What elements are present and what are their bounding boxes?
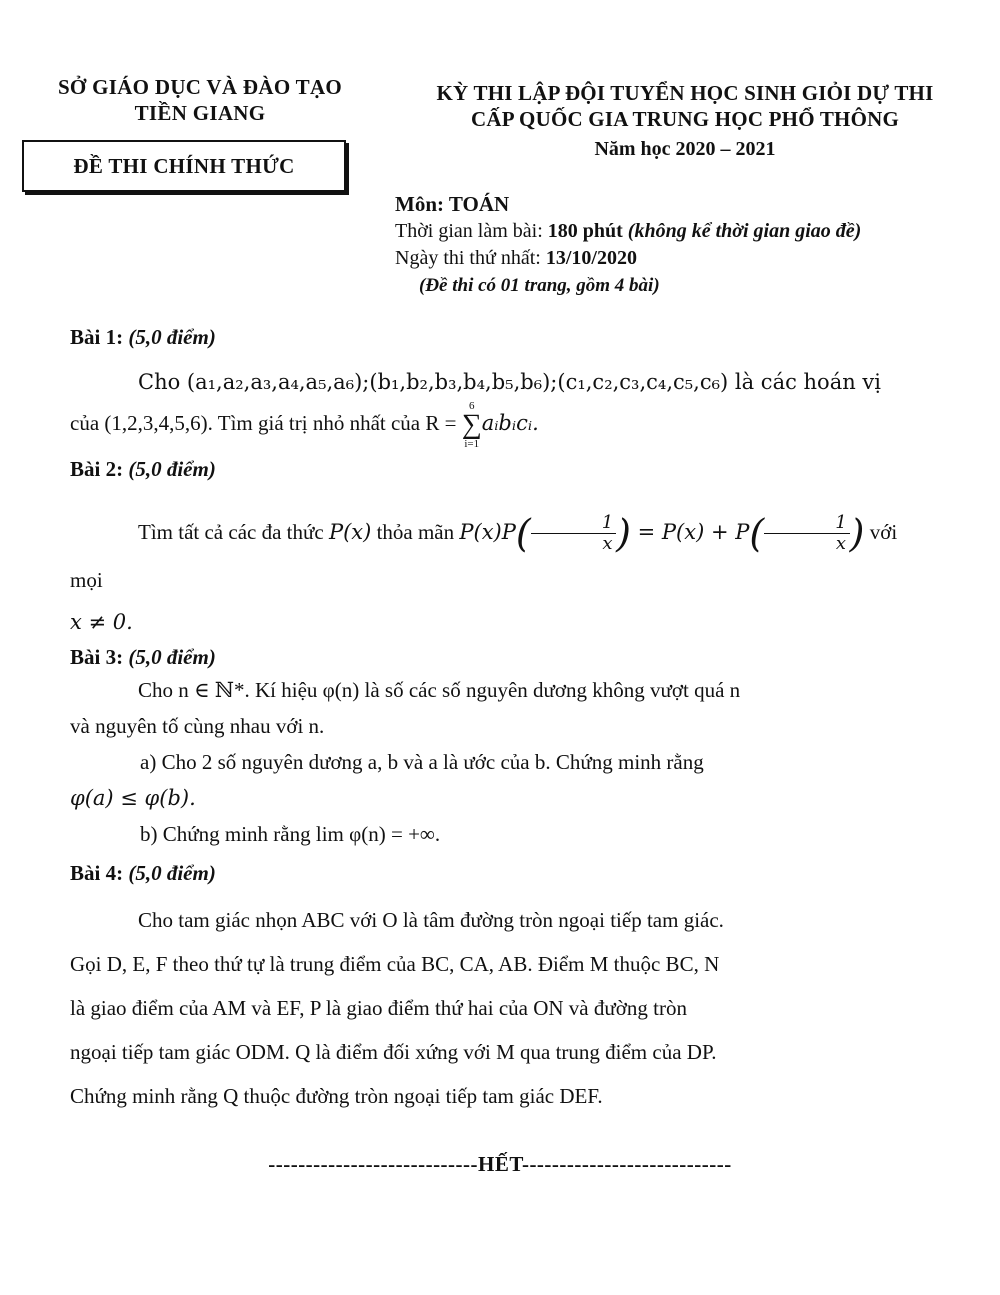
end-marker: ----------------------------HẾT---------------------------- — [268, 1152, 732, 1176]
issuer-block — [30, 74, 370, 126]
problem-4-line-3: là giao điểm của AM và EF, P là giao điểm thứ hai của ON và đường tròn — [70, 996, 687, 1020]
problem-3-line-1: Cho n ∈ ℕ*. Kí hiệu φ(n) là số các số nguyên dương không vượt quá n — [138, 678, 741, 702]
problem-1-line-1: Cho (a₁,a₂,a₃,a₄,a₅,a₆);(b₁,b₂,b₃,b₄,b₅,b₆);(c₁,c₂,c₃,c₄,c₅,c₆) là các hoán vị — [138, 370, 881, 394]
problem-1-heading — [70, 322, 930, 352]
problem-2-title: Bài 2: — [70, 457, 129, 481]
exam-title-line-1: KỲ THI LẬP ĐỘI TUYỂN HỌC SINH GIỎI DỰ THI — [436, 81, 934, 105]
problem-2-points: (5,0 điểm) — [128, 457, 216, 481]
sum-symbol: 6 ∑ i=1 — [461, 400, 482, 450]
problem-1-title: Bài 1: — [70, 325, 129, 349]
problem-4-heading — [70, 858, 930, 888]
problem-3a-line-2: φ(a) ≤ φ(b). — [70, 786, 196, 810]
problem-4-title: Bài 4: — [70, 861, 129, 885]
problem-3a-line-1: a) Cho 2 số nguyên dương a, b và a là ước của b. Chứng minh rằng — [140, 750, 704, 774]
problem-3-points: (5,0 điểm) — [128, 645, 216, 669]
problem-4-line-5: Chứng minh rằng Q thuộc đường tròn ngoại tiếp tam giác DEF. — [70, 1084, 603, 1108]
problem-1-points: (5,0 điểm) — [128, 325, 216, 349]
problem-2-line-2: x ≠ 0. — [70, 610, 133, 634]
problem-3-title: Bài 3: — [70, 645, 129, 669]
time-label: Thời gian làm bài: — [395, 220, 548, 242]
problems — [70, 322, 930, 1118]
issuer-line-1: SỞ GIÁO DỤC VÀ ĐÀO TẠO — [57, 75, 343, 99]
problem-4-points: (5,0 điểm) — [128, 861, 216, 885]
school-year: Năm học 2020 – 2021 — [594, 138, 776, 160]
time-value: 180 phút — [547, 220, 623, 242]
exam-info — [395, 190, 985, 299]
problem-2-heading — [70, 454, 930, 484]
date-label: Ngày thi thứ nhất: — [395, 247, 546, 269]
problem-4-line-1: Cho tam giác nhọn ABC với O là tâm đường tròn ngoại tiếp tam giác. — [138, 908, 724, 932]
date-row — [395, 245, 985, 272]
exam-title-line-2: CẤP QUỐC GIA TRUNG HỌC PHỔ THÔNG — [471, 107, 899, 131]
subject: Môn: TOÁN — [395, 192, 510, 216]
problem-4-line-2: Gọi D, E, F theo thứ tự là trung điểm của BC, CA, AB. Điểm M thuộc BC, N — [70, 952, 720, 976]
date-value: 13/10/2020 — [545, 247, 637, 269]
problem-1-line-2: của (1,2,3,4,5,6). Tìm giá trị nhỏ nhất của R = 6 ∑ i=1 aᵢbᵢcᵢ. — [70, 400, 539, 450]
issuer-line-2: TIỀN GIANG — [134, 101, 266, 125]
sum-expression: aᵢbᵢcᵢ. — [481, 410, 539, 435]
functional-equation: P(x)P( $\frac{1}{x}$ ) = P(x) + P( $\frac{1}{x}$ ) — [459, 511, 865, 556]
time-note: (không kể thời gian giao đề) — [622, 220, 862, 242]
problem-3-heading — [70, 642, 930, 672]
problem-3b-line: b) Chứng minh rằng lim φ(n) = +∞. — [140, 822, 441, 846]
page-note: (Đề thi có 01 trang, gồm 4 bài) — [419, 275, 660, 296]
exam-title-block — [385, 80, 985, 164]
official-exam-box: ĐỀ THI CHÍNH THỨC — [22, 140, 346, 192]
problem-3-line-2: và nguyên tố cùng nhau với n. — [70, 714, 325, 738]
problem-4-line-4: ngoại tiếp tam giác ODM. Q là điểm đối xứng với M qua trung điểm của DP. — [70, 1040, 717, 1064]
time-row — [395, 218, 985, 245]
problem-2-line-1: Tìm tất cả các đa thức P(x) thỏa mãn P(x)P( $\frac{1}{x}$ ) = P(x) + P( $\frac{1}{x}$ ) với mọi — [70, 511, 898, 592]
